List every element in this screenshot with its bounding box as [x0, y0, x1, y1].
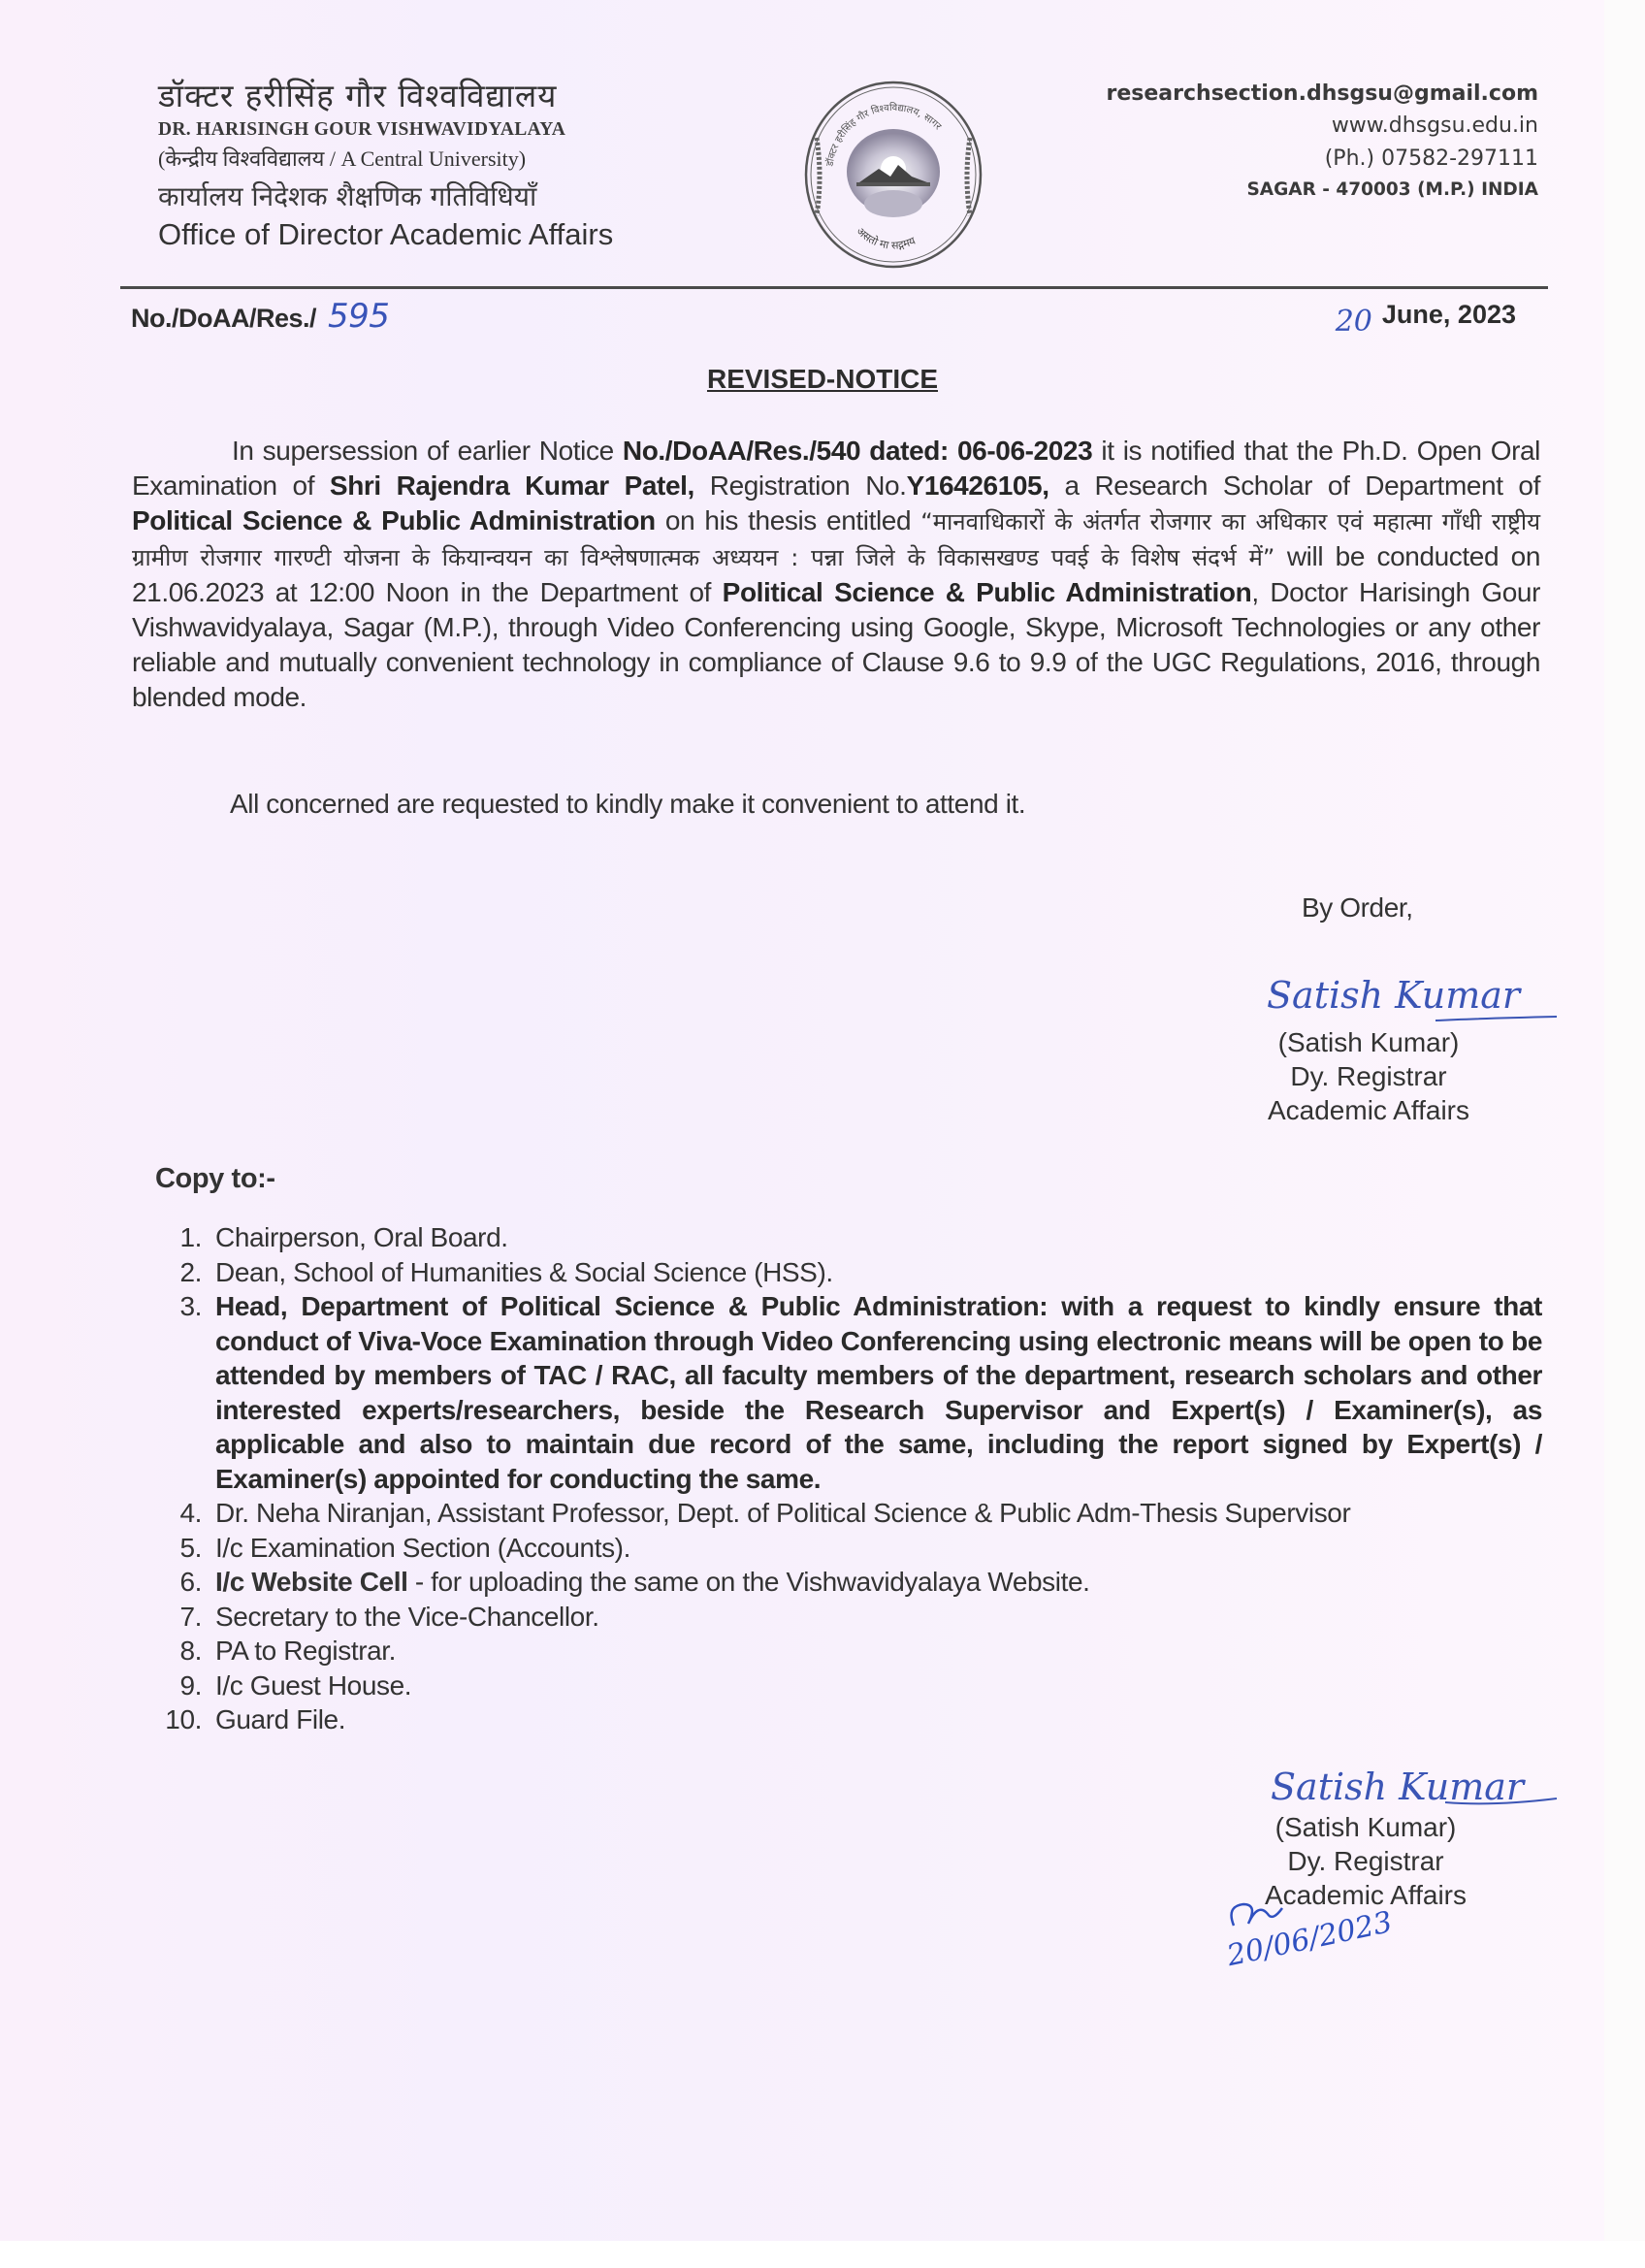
handwritten-date-day: 20 — [1335, 305, 1372, 339]
earlier-notice-ref: No./DoAA/Res./540 dated: 06-06-2023 — [622, 436, 1093, 466]
item-text: Guard File. — [215, 1704, 346, 1734]
university-seal-icon — [803, 80, 984, 270]
thesis-title: “मानवाधिकारों के अंतर्गत रोजगार का अधिकार एवं महात्मा गाँधी राष्ट्रीय ग्रामीण रोजगार गारण्टी योजना के कियान्वयन का विश्लेषणात्मक अध्ययन : पन्ना जिले के विकासखण्ड पवई के विशेष संदर्भ में” — [132, 508, 1540, 571]
item-number: 2. — [179, 1256, 202, 1287]
university-name-english: DR. HARISINGH GOUR VISHWAVIDYALAYA — [158, 119, 566, 140]
body-text: In supersession of earlier Notice — [232, 436, 623, 466]
scan-edge — [1604, 0, 1645, 2268]
svg-text:डॉक्टर हरीसिंह गौर विश्वविद्या: डॉक्टर हरीसिंह गौर विश्वविद्यालय, सागर — [824, 102, 944, 168]
reference-prefix: No./DoAA/Res./ — [131, 304, 317, 333]
body-text: , Doctor Harisingh Gour Vishwavidyalaya, Sagar (M.P.), through Video Conferencing using Google, Skype, Microsoft Technologies or any other reliable and mutually convenient technology in compliance of Clause 9.6 to 9.9 of the UGC Regulations, 2016, through blended mode. — [132, 577, 1540, 712]
body-text: it is notified that the Ph.D. Open Oral Examination of — [132, 436, 1541, 501]
item-text: Secretary to the Vice-Chancellor. — [215, 1601, 599, 1632]
contact-website[interactable]: www.dhsgsu.edu.in — [1331, 113, 1538, 138]
item-number: 9. — [179, 1669, 202, 1701]
item-text-bold: I/c Website Cell — [215, 1567, 408, 1597]
body-text: will be conducted on 21.06.2023 at 12:00 Noon in the Department of — [132, 541, 1540, 607]
initials-date-handwritten: 20/06/2023 — [1224, 1905, 1396, 1974]
signatory-block — [1267, 1025, 1470, 1127]
signatory-name: (Satish Kumar) — [1277, 1027, 1460, 1057]
scan-bottom-edge — [0, 2241, 1645, 2268]
copy-to-item — [145, 1634, 1542, 1669]
notice-date — [1335, 297, 1516, 339]
item-number: 4. — [179, 1498, 202, 1528]
item-text: Head, Department of Political Science & Public Administration: with a request to kindly ensure that conduct of Viva-Voce Examination through Video Conferencing using electronic means will be open to be attended by members of TAC / RAC, all faculty members of the department, research scholars and other interested experts/researchers, beside the Research Supervisor and Expert(s) / Examiner(s), as applicable and also to maintain due record of the same, including the report signed by Expert(s) / Examiner(s) appointed for conducting the same. — [215, 1291, 1542, 1494]
copy-to-item — [145, 1255, 1542, 1290]
copy-to-item — [145, 1220, 1542, 1255]
item-number: 6. — [179, 1567, 202, 1597]
contact-email[interactable]: researchsection.dhsgsu@gmail.com — [1106, 81, 1538, 106]
letterhead-left — [158, 76, 613, 252]
body-text: on his thesis entitled — [655, 505, 921, 535]
copy-to-item — [145, 1496, 1542, 1531]
copy-to-heading: Copy to:- — [155, 1163, 275, 1194]
signatory-name: (Satish Kumar) — [1274, 1812, 1457, 1842]
copy-to-item — [145, 1289, 1542, 1496]
item-text: I/c Guest House. — [215, 1669, 412, 1701]
copy-to-item — [145, 1702, 1542, 1737]
item-number: 7. — [179, 1601, 202, 1632]
item-text: PA to Registrar. — [215, 1636, 397, 1666]
central-university-label: (केन्द्रीय विश्वविद्यालय / A Central University) — [158, 146, 527, 171]
item-number: 10. — [165, 1704, 202, 1734]
item-number: 3. — [179, 1291, 202, 1321]
item-text: I/c Examination Section (Accounts). — [215, 1532, 630, 1563]
department-name: Political Science & Public Administration — [722, 577, 1252, 607]
office-name-hindi: कार्यालय निदेशक शैक्षणिक गतिविधियाँ — [158, 180, 537, 212]
attendance-request: All concerned are requested to kindly make it convenient to attend it. — [230, 789, 1026, 819]
item-text-rest: - for uploading the same on the Vishwavidyalaya Website. — [407, 1567, 1090, 1597]
university-name-hindi: डॉक्टर हरीसिंह गौर विश्वविद्यालय — [158, 77, 558, 114]
copy-to-item — [145, 1600, 1542, 1635]
signatory-department: Academic Affairs — [1264, 1880, 1468, 1910]
contact-phone: (Ph.) 07582-297111 — [1324, 146, 1538, 171]
copy-to-item — [145, 1565, 1542, 1600]
body-text: Registration No. — [693, 470, 907, 501]
notice-title: REVISED-NOTICE — [706, 364, 939, 394]
body-text: a Research Scholar of Department of — [1048, 470, 1540, 501]
registration-number: Y16426105, — [906, 470, 1049, 501]
item-number: 5. — [179, 1532, 202, 1563]
office-name-english: Office of Director Academic Affairs — [158, 217, 614, 251]
item-text: Dean, School of Humanities & Social Science (HSS). — [215, 1256, 833, 1287]
signatory-designation: Dy. Registrar — [1290, 1061, 1447, 1091]
contact-address: SAGAR - 470003 (M.P.) INDIA — [1246, 179, 1538, 200]
scholar-name: Shri Rajendra Kumar Patel, — [329, 470, 694, 501]
item-number: 8. — [179, 1636, 202, 1666]
item-number: 1. — [179, 1222, 202, 1252]
item-text — [215, 1565, 1542, 1600]
signatory-block — [1264, 1810, 1468, 1912]
signature-handwritten: Satish Kumar — [1271, 1766, 1525, 1808]
date-month-year: June, 2023 — [1381, 300, 1516, 329]
by-order-label: By Order, — [1302, 892, 1413, 923]
item-text: Dr. Neha Niranjan, Assistant Professor, Dept. of Political Science & Public Adm-Thesis Supervisor — [215, 1498, 1351, 1528]
copy-to-list — [145, 1220, 1542, 1737]
svg-text:असतो मा सद्गमय: असतो मा सद्गमय — [854, 224, 918, 252]
header-divider — [120, 286, 1548, 289]
department-name: Political Science & Public Administration — [132, 505, 656, 535]
reference-number — [131, 297, 389, 336]
item-text: Chairperson, Oral Board. — [215, 1222, 508, 1252]
copy-to-item — [145, 1669, 1542, 1703]
notice-body-paragraph — [132, 434, 1540, 715]
signature-flourish — [1445, 1793, 1562, 1812]
handwritten-reference-number: 595 — [328, 297, 390, 336]
signatory-department: Academic Affairs — [1267, 1095, 1470, 1125]
signatory-designation: Dy. Registrar — [1287, 1846, 1444, 1876]
signature-handwritten: Satish Kumar — [1267, 974, 1521, 1017]
copy-to-item — [145, 1531, 1542, 1566]
letterhead-contact — [1107, 78, 1538, 205]
